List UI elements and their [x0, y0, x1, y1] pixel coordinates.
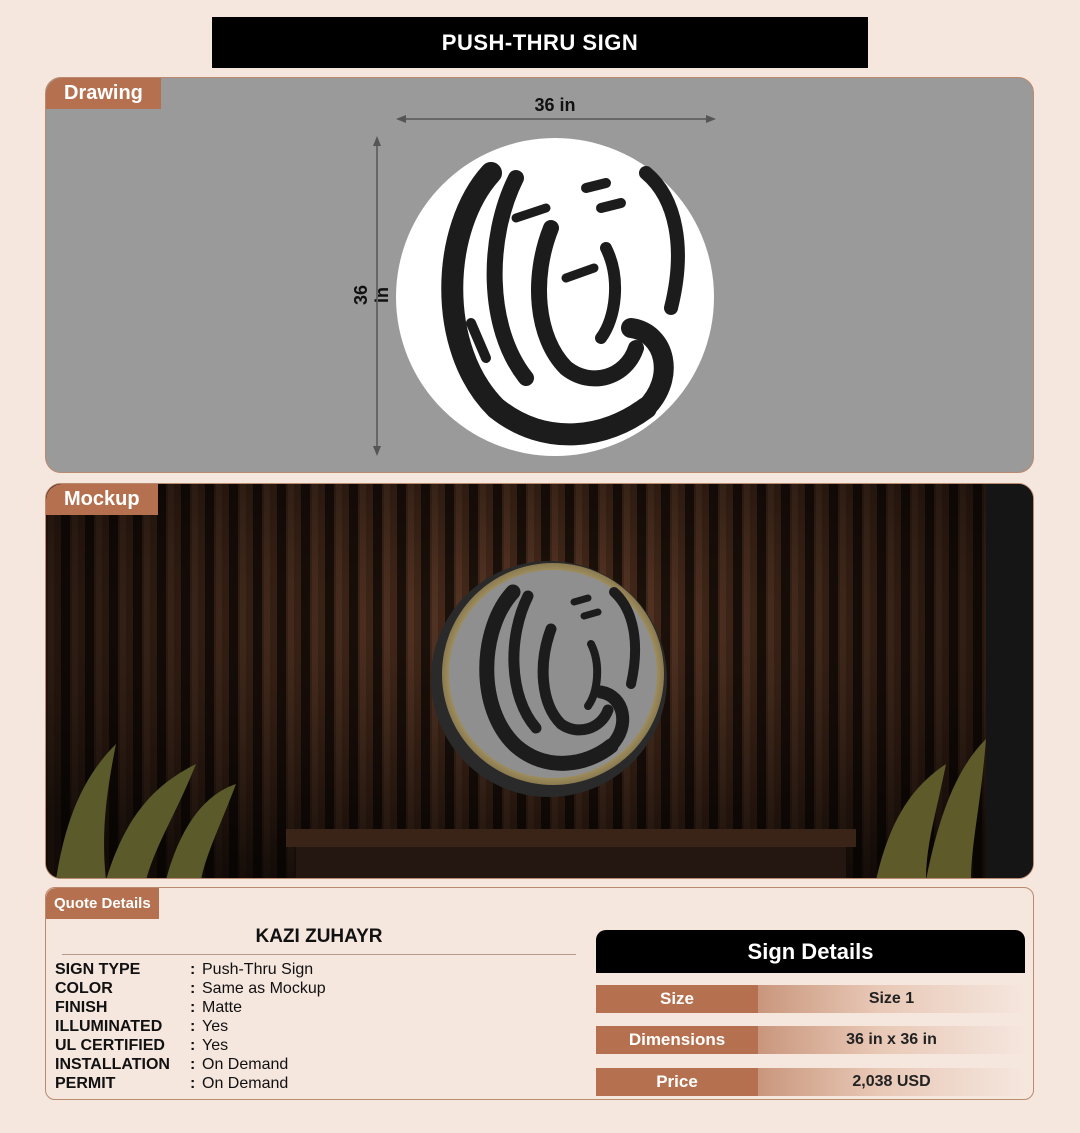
client-name: KAZI ZUHAYR: [62, 926, 576, 955]
width-arrow-left-icon: [396, 115, 406, 123]
console-table: [286, 829, 856, 847]
detail-colon: :: [190, 1017, 196, 1035]
drawing-svg: [46, 78, 1034, 473]
sd-label: Dimensions: [596, 1026, 758, 1054]
detail-row-illuminated: [55, 1017, 326, 1036]
detail-row-installation: [55, 1055, 326, 1074]
detail-row-sign-type: [55, 960, 326, 979]
sign-details-row-size: [596, 985, 1025, 1013]
quote-panel: [45, 887, 1034, 1100]
detail-value: On Demand: [202, 1074, 289, 1092]
detail-key: SIGN TYPE: [55, 960, 141, 978]
detail-colon: :: [190, 1074, 196, 1092]
mockup-tag: Mockup: [46, 484, 158, 515]
sd-label: Size: [596, 985, 758, 1013]
detail-key: INSTALLATION: [55, 1055, 170, 1073]
detail-key: ILLUMINATED: [55, 1017, 163, 1035]
detail-row-permit: [55, 1074, 326, 1093]
height-arrow-bottom-icon: [373, 446, 381, 456]
detail-value: Same as Mockup: [202, 979, 326, 997]
mockup-scene: [46, 484, 1034, 879]
sd-value: Size 1: [758, 985, 1025, 1013]
height-dimension-label: 36 in: [351, 284, 392, 306]
detail-colon: :: [190, 998, 196, 1016]
drawing-tag: Drawing: [46, 78, 161, 109]
width-dimension-label: 36 in: [534, 95, 576, 115]
sign-details-row-price: [596, 1068, 1025, 1096]
detail-key: FINISH: [55, 998, 108, 1016]
detail-colon: :: [190, 1055, 196, 1073]
detail-row-ul-certified: [55, 1036, 326, 1055]
page-title: PUSH-THRU SIGN: [212, 17, 868, 68]
detail-value: Matte: [202, 998, 243, 1016]
detail-row-color: [55, 979, 326, 998]
detail-key: PERMIT: [55, 1074, 116, 1092]
sd-value: 2,038 USD: [758, 1068, 1025, 1096]
sd-value: 36 in x 36 in: [758, 1026, 1025, 1054]
detail-value: On Demand: [202, 1055, 289, 1073]
detail-colon: :: [190, 960, 196, 978]
detail-value: Yes: [202, 1036, 229, 1054]
drawing-panel: [45, 77, 1034, 473]
console-body: [296, 847, 846, 879]
width-arrow-right-icon: [706, 115, 716, 123]
detail-value: Push-Thru Sign: [202, 960, 314, 978]
detail-colon: :: [190, 1036, 196, 1054]
sign-details-row-dimensions: [596, 1026, 1025, 1054]
detail-colon: :: [190, 979, 196, 997]
mockup-panel: [45, 483, 1034, 879]
wall-edge: [986, 484, 1034, 879]
detail-key: UL CERTIFIED: [55, 1036, 165, 1054]
detail-value: Yes: [202, 1017, 229, 1035]
quote-tag: Quote Details: [46, 888, 159, 919]
detail-row-finish: [55, 998, 326, 1017]
sd-label: Price: [596, 1068, 758, 1096]
detail-key: COLOR: [55, 979, 113, 997]
height-arrow-top-icon: [373, 136, 381, 146]
quote-details-list: [55, 960, 326, 1093]
sign-details-title: Sign Details: [596, 930, 1025, 973]
